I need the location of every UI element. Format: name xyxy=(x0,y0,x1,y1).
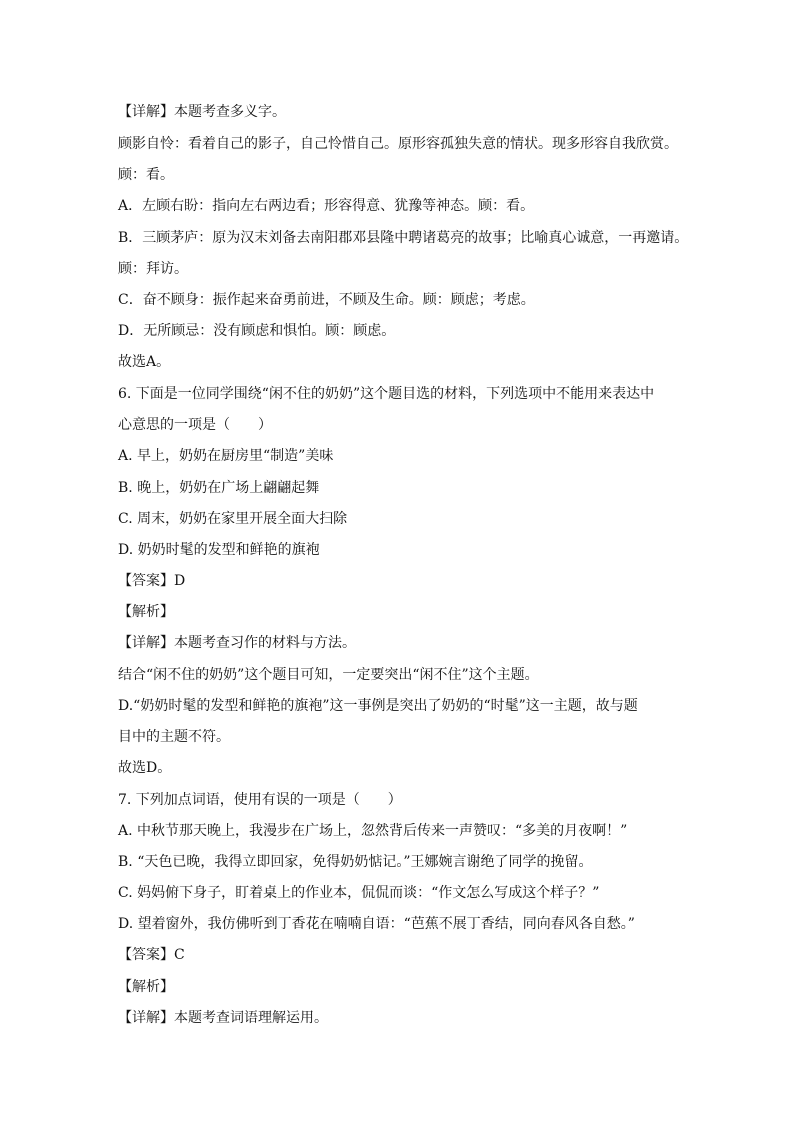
question-6-answer: 【答案】D xyxy=(118,573,186,589)
question-7-option-c: C. 妈妈俯下身子，盯着桌上的作业本，侃侃而谈：“作文怎么写成这个样子？” xyxy=(118,885,600,901)
question-6-stem: 6. 下面是一位同学围绕“闲不住的奶奶”这个题目选的材料，下列选项中不能用来表达中 xyxy=(118,386,655,402)
detail-heading-polysemy: 【详解】本题考查多义字。 xyxy=(118,104,286,120)
option-d-explanation: D．无所顾忌：没有顾虑和惧怕。顾：顾虑。 xyxy=(118,323,396,339)
explanation-guyingzilian: 顾影自怜：看着自己的影子，自己怜惜自己。原形容孤独失意的情状。现多形容自我欣赏。 xyxy=(118,136,678,152)
question-7-detail-heading: 【详解】本题考查词语理解运用。 xyxy=(118,1010,328,1026)
question-6-option-d: D. 奶奶时髦的发型和鲜艳的旗袍 xyxy=(118,542,320,558)
question-6-option-c: C. 周末，奶奶在家里开展全面大扫除 xyxy=(118,511,348,527)
question-7-analysis-heading: 【解析】 xyxy=(118,979,174,995)
question-6-analysis-heading: 【解析】 xyxy=(118,604,174,620)
option-b-explanation: B．三顾茅庐：原为汉末刘备去南阳郡邓县隆中聘诸葛亮的故事；比喻真心诚意，一再邀请。 xyxy=(118,230,689,246)
question-7-option-d: D. 望着窗外，我仿佛听到丁香花在喃喃自语：“芭蕉不展丁香结，同向春风各自愁。” xyxy=(118,916,635,932)
conclusion-q5: 故选A。 xyxy=(118,354,171,370)
question-7-option-b: B. “天色已晚，我得立即回家，免得奶奶惦记。”王娜婉言谢绝了同学的挽留。 xyxy=(118,854,593,870)
meaning-gu-visit: 顾：拜访。 xyxy=(118,261,188,277)
question-6-option-a: A. 早上，奶奶在厨房里“制造”美味 xyxy=(118,448,334,464)
question-6-explanation-d: D.“奶奶时髦的发型和鲜艳的旗袍”这一事例是突出了奶奶的“时髦”这一主题，故与题 xyxy=(118,698,638,714)
question-7-answer: 【答案】C xyxy=(118,947,185,963)
question-7-option-a: A. 中秋节那天晚上，我漫步在广场上，忽然背后传来一声赞叹：“多美的月夜啊！” xyxy=(118,823,628,839)
question-6-option-b: B. 晚上，奶奶在广场上翩翩起舞 xyxy=(118,480,320,496)
question-6-explanation: 结合“闲不住的奶奶”这个题目可知，一定要突出“闲不住”这个主题。 xyxy=(118,667,539,683)
question-6-explanation-d-continued: 目中的主题不符。 xyxy=(118,729,230,745)
question-6-stem-continued: 心意思的一项是（ ） xyxy=(118,417,272,433)
question-7-stem: 7. 下列加点词语，使用有误的一项是（ ） xyxy=(118,792,402,808)
meaning-gu-look: 顾：看。 xyxy=(118,167,174,183)
option-c-explanation: C．奋不顾身：振作起来奋勇前进，不顾及生命。顾：顾虑；考虑。 xyxy=(118,292,535,308)
question-6-detail-heading: 【详解】本题考查习作的材料与方法。 xyxy=(118,635,356,651)
option-a-explanation: A．左顾右盼：指向左右两边看；形容得意、犹豫等神态。顾：看。 xyxy=(118,198,535,214)
question-6-conclusion: 故选D。 xyxy=(118,760,172,776)
